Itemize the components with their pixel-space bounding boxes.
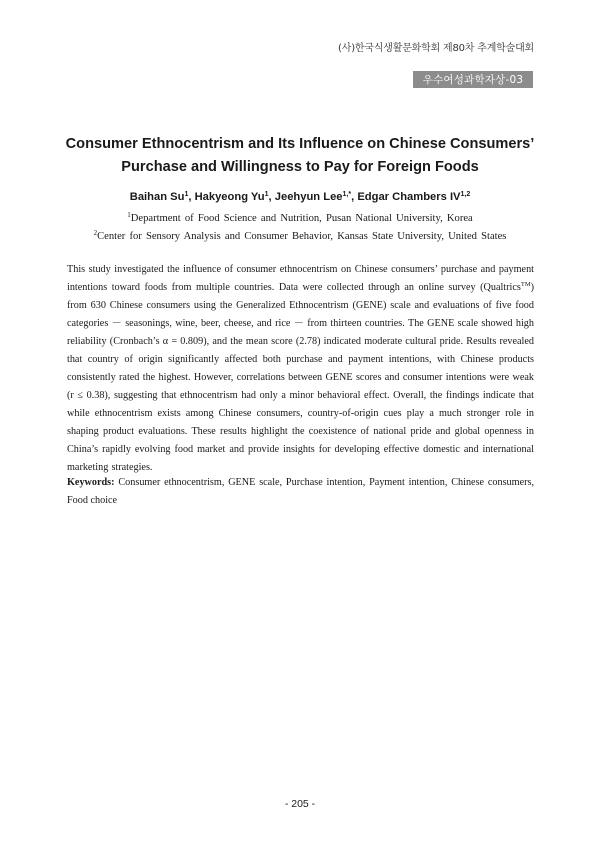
abstract-line: This study investigated the influence of consumer ethnocentrism on Chinese consumers’ purchase and payment (67, 264, 534, 275)
affiliation-mark: 1 (127, 211, 131, 219)
author-name: Baihan Su (129, 191, 185, 203)
abstract-line-text: intentions toward foods from multiple countries. Data were collected through an online survey (Qualtrics (67, 282, 521, 293)
abstract-line: while ethnocentrism exists among Chinese consumers, country-of-origin cues play a much stronger role in (67, 408, 534, 419)
abstract-line: that country of origin significantly affected both purchase and payment intentions, with Chinese products (67, 354, 534, 365)
abstract-body (67, 261, 534, 477)
author-affiliation-mark: 1,2 (460, 191, 471, 198)
keywords-label: Keywords: (67, 477, 115, 488)
keywords-line: Food choice (67, 495, 118, 506)
abstract-line: from 630 Chinese consumers using the Generalized Ethnocentrism (GENE) scale and evaluations of five food (67, 300, 534, 311)
abstract-line-tail: ) (530, 282, 534, 293)
abstract-line: consistently rated the highest. However, correlations between GENE scores and consumer intentions were weak (67, 372, 534, 383)
author-affiliation-mark: 1 (184, 191, 189, 198)
author-name: Edgar Chambers IV (357, 191, 461, 203)
abstract-line (67, 279, 534, 297)
author-separator: , (351, 191, 358, 203)
affiliation-text: Department of Food Science and Nutrition, Pusan National University, Korea (130, 213, 473, 224)
keywords-line (67, 474, 534, 492)
author-affiliation-mark: 1 (264, 191, 269, 198)
affiliation-2 (0, 231, 600, 242)
author-separator: , (268, 191, 275, 203)
abstract-line: marketing strategies. (67, 462, 153, 473)
page-number: - 205 - (284, 798, 316, 810)
author-list (0, 191, 600, 203)
paper-title (40, 133, 560, 179)
abstract-line: shaping product evaluations. These results highlight the coexistence of national pride and global openness in (67, 426, 534, 437)
affiliation-1 (0, 213, 600, 224)
conference-name: (사)한국식생활문화학회 제80차 추계학술대회 (338, 43, 534, 54)
keywords (67, 474, 534, 510)
title-line-1: Consumer Ethnocentrism and Its Influence on Chinese Consumers’ (65, 136, 535, 152)
author-separator: , (188, 191, 195, 203)
author-affiliation-mark: 1,* (342, 191, 352, 198)
author-name: Hakyeong Yu (194, 191, 265, 203)
author-name: Jeehyun Lee (274, 191, 343, 203)
abstract-line: reliability (Cronbach’s α = 0.809), and the mean score (2.78) indicated moderate cultural pride. Results revealed (67, 336, 534, 347)
title-line-2: Purchase and Willingness to Pay for Foreign Foods (121, 159, 479, 175)
abstract-line: (r ≤ 0.38), suggesting that ethnocentrism had only a minor behavioral effect. Overall, the findings indicate that (67, 390, 534, 401)
award-badge: 우수여성과학자상-03 (413, 71, 533, 88)
abstract-line: China’s rapidly evolving food market and provide insights for developing effective domestic and international (67, 444, 534, 455)
trademark-mark: TM (520, 281, 531, 288)
affiliation-mark: 2 (93, 229, 98, 237)
keywords-text: Consumer ethnocentrism, GENE scale, Purchase intention, Payment intention, Chinese consumers, (118, 477, 535, 488)
abstract-line: categories － seasonings, wine, beer, cheese, and rice － from thirteen countries. The GENE scale showed high (67, 318, 534, 329)
affiliation-text: Center for Sensory Analysis and Consumer Behavior, Kansas State University, United States (97, 231, 507, 242)
